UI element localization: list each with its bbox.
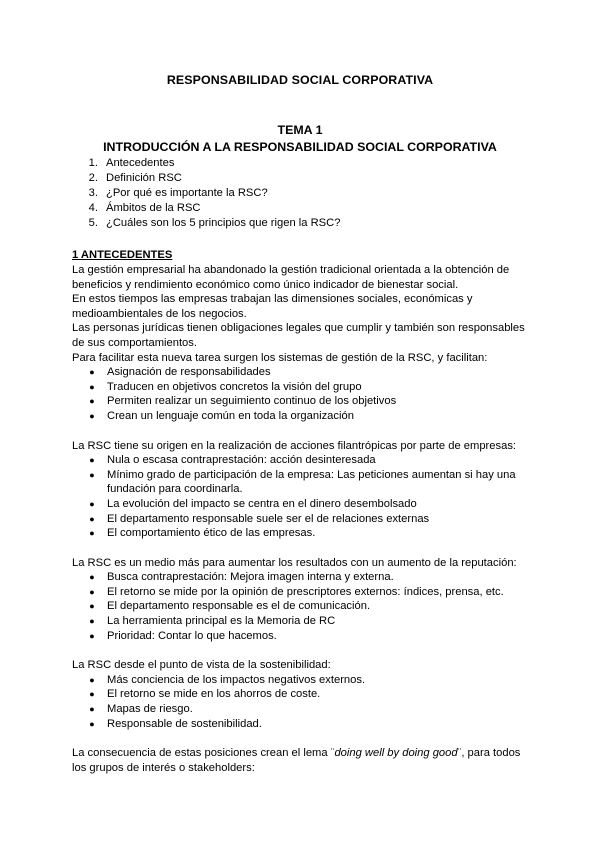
list-item (72, 599, 532, 614)
bullet-icon: ● (89, 630, 95, 641)
bullet-icon: ● (89, 396, 95, 407)
list-item (72, 717, 532, 732)
list-item (72, 497, 532, 512)
paragraph: La RSC desde el punto de vista de la sostenibilidad: (72, 659, 331, 672)
list-item (72, 526, 532, 541)
list-item (72, 365, 532, 380)
toc-number: 3. (88, 187, 98, 199)
closing-paragraph (72, 746, 532, 775)
section-heading: 1 ANTECEDENTES (72, 249, 173, 261)
tema-label: TEMA 1 (277, 123, 323, 137)
bullet-icon: ● (89, 410, 95, 421)
paragraph: La RSC tiene su origen en la realización de acciones filantrópicas por parte de empresas: (72, 439, 517, 452)
toc-item (72, 201, 532, 216)
bullet-icon: ● (89, 528, 95, 539)
list-item (72, 585, 532, 600)
list-item (72, 570, 532, 585)
list-item (72, 394, 532, 409)
bullet-icon: ● (89, 498, 95, 509)
list-item-text: Responsable de sostenibilidad. (107, 717, 262, 730)
list-item (72, 702, 532, 717)
toc-item (72, 216, 532, 231)
toc-text: ¿Por qué es importante la RSC? (106, 187, 268, 199)
bullet-icon: ● (89, 718, 95, 729)
list-item-text: Prioridad: Contar lo que hacemos. (107, 629, 277, 642)
toc-text: ¿Cuáles son los 5 principios que rigen la RSC? (106, 217, 341, 229)
tema-title: INTRODUCCIÓN A LA RESPONSABILIDAD SOCIAL CORPORATIVA (103, 140, 497, 154)
list-item (72, 468, 532, 497)
list-item-text: Mínimo grado de participación de la empresa: Las peticiones aumentan si hay una fundación para coordinarla. (107, 468, 516, 496)
bullet-list (72, 570, 532, 643)
bullet-list (72, 365, 532, 423)
list-item-text: El comportamiento ético de las empresas. (107, 527, 316, 540)
list-item-text: La evolución del impacto se centra en el dinero desembolsado (107, 497, 417, 510)
list-item (72, 614, 532, 629)
toc-text: Antecedentes (106, 157, 175, 169)
bullet-icon: ● (89, 601, 95, 612)
spacer (72, 643, 532, 658)
toc-number: 1. (88, 157, 98, 169)
bullet-icon: ● (89, 674, 95, 685)
list-item-text: Mapas de riesgo. (107, 703, 193, 716)
table-of-contents (72, 156, 532, 231)
bullet-icon: ● (89, 616, 95, 627)
list-item-text: La herramienta principal es la Memoria de RC (107, 615, 336, 628)
closing-after: ¨, para todos los grupos de interés o stakeholders: (72, 747, 521, 774)
list-item-text: El retorno se mide por la opinión de prescriptores externos: índices, prensa, etc. (107, 585, 504, 598)
list-item-text: El retorno se mide en los ahorros de coste. (107, 688, 321, 701)
tema-header (0, 122, 600, 156)
toc-item (72, 171, 532, 186)
document-title: RESPONSABILIDAD SOCIAL CORPORATIVA (166, 73, 434, 87)
paragraph: La RSC es un medio más para aumentar los resultados con un aumento de la reputación: (72, 556, 517, 569)
list-item-text: Busca contraprestación: Mejora imagen interna y externa. (107, 571, 394, 584)
closing-before: La consecuencia de estas posiciones crean el lema ¨ (72, 747, 335, 760)
document-body (72, 156, 532, 775)
list-item (72, 380, 532, 395)
bullet-icon: ● (89, 513, 95, 524)
list-item-text: El departamento responsable suele ser el de relaciones externas (107, 512, 430, 525)
spacer (72, 541, 532, 556)
spacer (72, 424, 532, 439)
bullet-list (72, 673, 532, 731)
spacer (72, 231, 532, 246)
list-item-text: El departamento responsable es el de comunicación. (107, 600, 371, 613)
paragraph: Las personas jurídicas tienen obligaciones legales que cumplir y también son responsables de sus comportamientos. (72, 322, 525, 349)
spacer (72, 731, 532, 746)
list-item-text: Traducen en objetivos concretos la visión del grupo (107, 380, 362, 393)
list-item (72, 409, 532, 424)
list-item (72, 512, 532, 527)
bullet-list (72, 453, 532, 541)
bullet-icon: ● (89, 704, 95, 715)
motto-text: doing well by doing good (334, 747, 458, 760)
list-item (72, 687, 532, 702)
list-item-text: Asignación de responsabilidades (107, 366, 271, 379)
list-item-text: Permiten realizar un seguimiento continuo de los objetivos (107, 395, 397, 408)
toc-text: Ámbitos de la RSC (106, 202, 201, 214)
paragraph: Para facilitar esta nueva tarea surgen los sistemas de gestión de la RSC, y facilitan: (72, 351, 488, 364)
toc-number: 5. (88, 217, 98, 229)
toc-number: 2. (88, 172, 98, 184)
toc-number: 4. (88, 202, 98, 214)
paragraph: En estos tiempos las empresas trabajan las dimensiones sociales, económicas y medioambientales de los negocios. (72, 293, 473, 320)
bullet-icon: ● (89, 469, 95, 480)
toc-item (72, 156, 532, 171)
list-item (72, 629, 532, 644)
toc-item (72, 186, 532, 201)
bullet-icon: ● (89, 689, 95, 700)
bullet-icon: ● (89, 455, 95, 466)
list-item-text: Más conciencia de los impactos negativos externos. (107, 673, 366, 686)
bullet-icon: ● (89, 381, 95, 392)
list-item-text: Crean un lenguaje común en toda la organización (107, 409, 354, 422)
bullet-icon: ● (89, 586, 95, 597)
list-item-text: Nula o escasa contraprestación: acción desinteresada (107, 454, 376, 467)
toc-text: Definición RSC (106, 172, 182, 184)
list-item (72, 453, 532, 468)
paragraph: La gestión empresarial ha abandonado la gestión tradicional orientada a la obtención de beneficios y rendimiento económico como único indicador de bienestar social. (72, 264, 510, 291)
bullet-icon: ● (89, 367, 95, 378)
bullet-icon: ● (89, 572, 95, 583)
list-item (72, 673, 532, 688)
section1-paragraphs (72, 263, 532, 365)
